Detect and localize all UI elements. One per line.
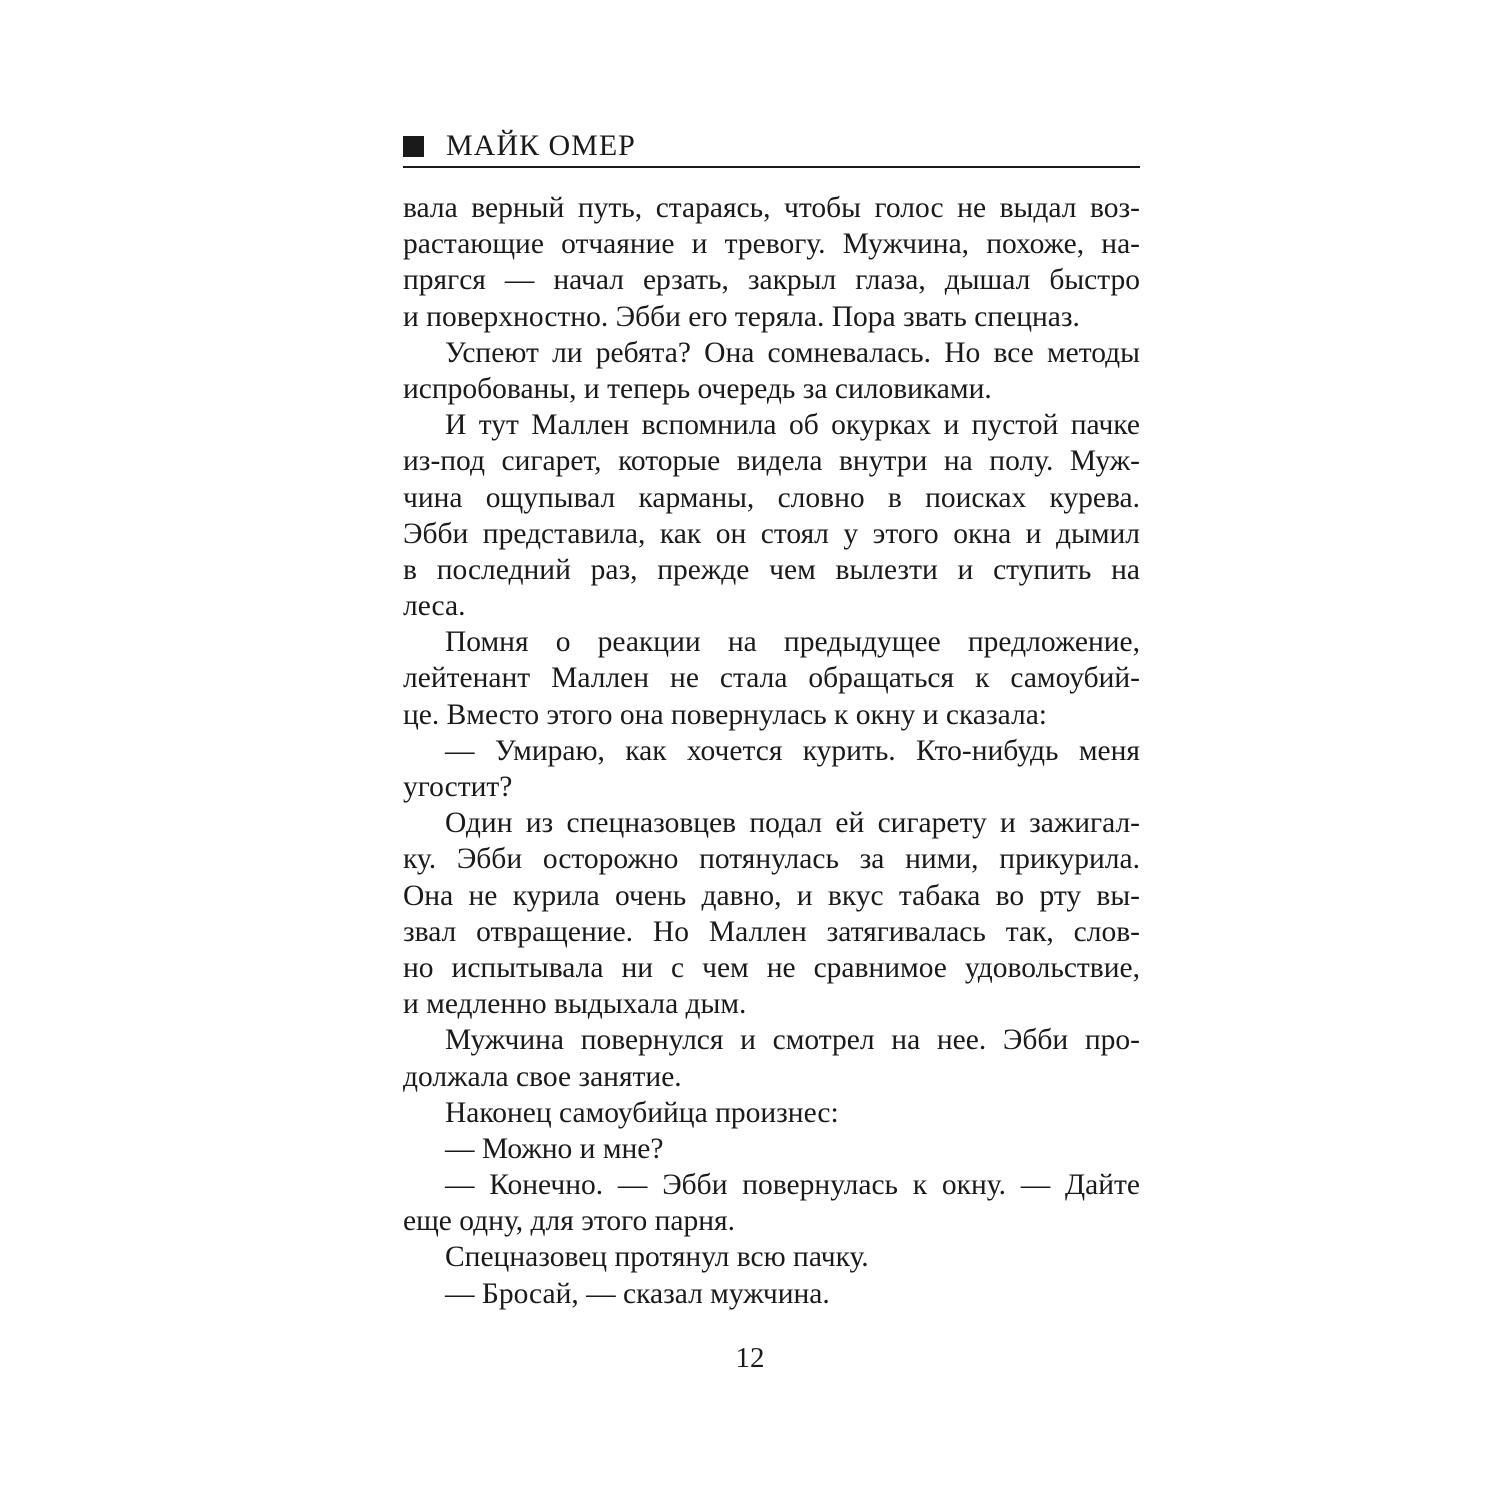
text-line: ку. Эбби осторожно потянулась за ними, прикурила. [403, 843, 1140, 876]
header-square-icon [403, 136, 424, 157]
text-line: испробованы, и теперь очередь за силовиками. [403, 372, 992, 405]
running-header [403, 126, 1140, 168]
text-line: — Конечно. — Эбби повернулась к окну. — Дайте [445, 1169, 1140, 1202]
text-line: и поверхностно. Эбби его теряла. Пора звать спецназ. [403, 300, 1080, 333]
text-line: в последний раз, прежде чем вылезти и ступить на [403, 553, 1140, 586]
text-line: но испытывала ни с чем не сравнимое удовольствие, [403, 951, 1140, 984]
text-line: из-под сигарет, которые видела внутри на полу. Муж- [403, 445, 1140, 478]
text-line: — Бросай, — сказал мужчина. [445, 1277, 830, 1310]
text-line: леса. [403, 590, 466, 623]
text-line: лейтенант Маллен не стала обращаться к самоубий- [403, 662, 1140, 695]
text-line: Эбби представила, как он стоял у этого окна и дымил [403, 517, 1140, 550]
text-line: Один из спецназовцев подал ей сигарету и зажигал- [445, 807, 1140, 840]
header-author: МАЙК ОМЕР [446, 129, 636, 162]
text-line: должала свое занятие. [403, 1060, 682, 1093]
page-body [403, 190, 1140, 1312]
text-line: звал отвращение. Но Маллен затягивалась так, слов- [403, 915, 1140, 948]
text-line: еще одну, для этого парня. [403, 1205, 735, 1238]
page-number: 12 [735, 1342, 765, 1374]
text-line: И тут Маллен вспомнила об окурках и пустой пачке [445, 409, 1140, 442]
text-line: Мужчина повернулся и смотрел на нее. Эбби про- [445, 1024, 1140, 1057]
text-line: Она не курила очень давно, и вкус табака во рту вы- [403, 879, 1140, 912]
text-line: вала верный путь, стараясь, чтобы голос не выдал воз- [403, 192, 1140, 224]
text-line: Успеют ли ребята? Она сомневалась. Но все методы [445, 336, 1140, 369]
text-line: прягся — начал ерзать, закрыл глаза, дышал быстро [403, 264, 1140, 297]
text-line: растающие отчаяние и тревогу. Мужчина, похоже, на- [403, 228, 1140, 261]
text-line: и медленно выдыхала дым. [403, 988, 747, 1021]
text-line: чина ощупывал карманы, словно в поисках курева. [403, 481, 1140, 514]
text-line: угостит? [403, 771, 513, 803]
text-line: — Можно и мне? [445, 1132, 664, 1165]
text-line: це. Вместо этого она повернулась к окну и сказала: [403, 698, 1048, 731]
text-line: Спецназовец протянул всю пачку. [445, 1241, 869, 1274]
text-line: Наконец самоубийца произнес: [445, 1096, 839, 1129]
text-line: Помня о реакции на предыдущее предложение, [445, 626, 1140, 659]
text-line: — Умираю, как хочется курить. Кто-нибудь меня [445, 734, 1140, 767]
